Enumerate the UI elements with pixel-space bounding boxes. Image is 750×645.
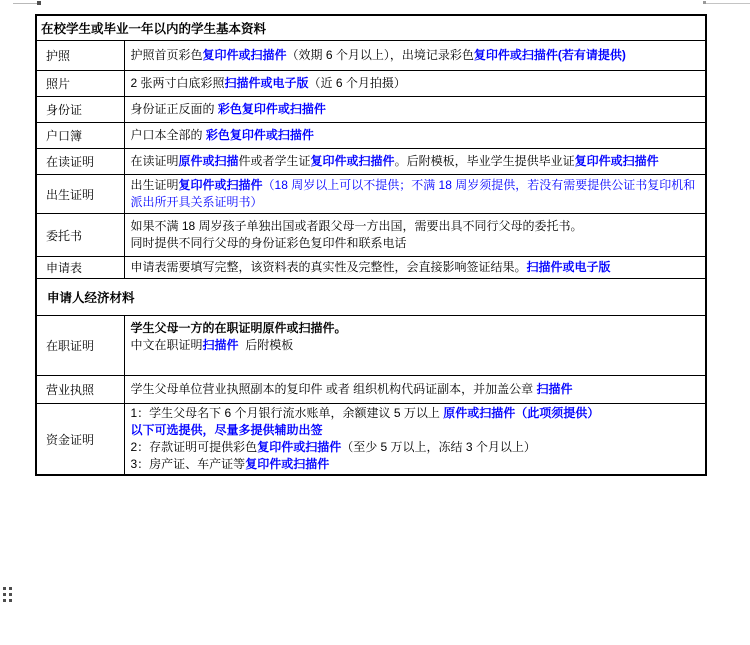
text-segment: 学生父母单位营业执照副本的复印件 或者 组织机构代码证副本，并加盖公章: [130, 382, 537, 396]
text-segment: 出生证明: [130, 178, 179, 192]
table-row-authorization: [36, 214, 706, 257]
table-row-employment-cert: [36, 316, 706, 376]
text-segment: 彩色复印件或扫描件: [205, 128, 314, 142]
text-segment: 复印件或扫描件: [574, 154, 659, 168]
text-segment: 护照首页彩色: [130, 48, 203, 62]
text-segment: 身份证正反面的: [130, 102, 218, 116]
text-segment: 原件或扫描: [178, 154, 239, 168]
text-segment: （18 周岁以上可以不提供；不满 18 周岁须提供，若没有需要提供公证书复印机和: [262, 178, 696, 192]
text-segment: 同时提供不同行父母的身份证彩色复印件和联系电话: [130, 236, 407, 250]
row-label: 申请表: [36, 257, 124, 279]
text-segment: 2 张两寸白底彩照: [130, 76, 225, 90]
content-line: [131, 75, 700, 92]
table-row-id-card: [36, 97, 706, 123]
text-segment: 。后附模板，毕业学生提供毕业证: [394, 154, 575, 168]
text-segment: 中文在职证明: [130, 338, 203, 352]
table-row-hukou: [36, 123, 706, 149]
content-line: [131, 320, 700, 337]
drag-handle-dot: [9, 593, 12, 596]
text-segment: 件或者学生证: [238, 154, 311, 168]
ruler-mark-right: [704, 3, 750, 4]
text-segment: 彩色复印件或扫描件: [217, 102, 326, 116]
content-line: [131, 153, 700, 170]
content-line: [131, 422, 700, 439]
content-line: [131, 259, 700, 276]
section1-header-row: [36, 15, 706, 41]
table-row-birth-cert: [36, 175, 706, 214]
row-label: 身份证: [36, 97, 124, 123]
table-row-application-form: [36, 257, 706, 279]
content-line: [131, 337, 700, 354]
content-line: [131, 405, 700, 422]
row-label: 资金证明: [36, 404, 124, 476]
section2-header-row: [36, 279, 706, 316]
row-label: 护照: [36, 41, 124, 71]
text-segment: 以下可选提供，尽量多提供辅助出签: [130, 423, 323, 437]
text-segment: 在读证明: [130, 154, 179, 168]
drag-handle-dot: [3, 599, 6, 602]
row-content: [124, 71, 706, 97]
row-label: 营业执照: [36, 376, 124, 404]
row-content: [124, 123, 706, 149]
content-line: [131, 177, 700, 194]
content-line: [131, 47, 700, 64]
section2-title: 申请人经济材料: [36, 279, 706, 316]
row-content: [124, 175, 706, 214]
text-segment: 后附模板: [238, 338, 294, 352]
row-label: 在职证明: [36, 316, 124, 376]
text-segment: 扫描件: [202, 338, 239, 352]
content-line: [131, 194, 700, 211]
drag-handle-dot: [3, 593, 6, 596]
content-line: [131, 127, 700, 144]
text-segment: 扫描件或电子版: [526, 260, 611, 274]
text-segment: 学生父母一方的在职证明原件或扫描件。: [130, 321, 347, 335]
row-label: 照片: [36, 71, 124, 97]
row-label: 户口簿: [36, 123, 124, 149]
text-segment: 复印件或扫描件: [178, 178, 263, 192]
section1-title: 在校学生或毕业一年以内的学生基本资料: [36, 15, 706, 41]
content-line: [131, 381, 700, 398]
table-row-enrollment: [36, 149, 706, 175]
drag-handle-icon[interactable]: [3, 587, 12, 602]
text-segment: 原件或扫描件（此项须提供）: [443, 406, 600, 420]
row-content: [124, 214, 706, 257]
text-segment: 1：学生父母名下 6 个月银行流水账单，余额建议 5 万以上: [130, 406, 444, 420]
text-segment: （至少 5 万以上，冻结 3 个月以上）: [341, 440, 536, 454]
row-content: [124, 257, 706, 279]
row-content: [124, 41, 706, 71]
text-segment: 户口本全部的: [130, 128, 206, 142]
text-segment: 复印件或扫描件: [257, 440, 342, 454]
text-segment: （近 6 个月拍摄）: [308, 76, 406, 90]
row-label: 出生证明: [36, 175, 124, 214]
content-line: [131, 218, 700, 235]
table-row-business-license: [36, 376, 706, 404]
table-row-passport: [36, 41, 706, 71]
content-line: [131, 101, 700, 118]
table-row-funds-proof: [36, 404, 706, 476]
row-content: [124, 97, 706, 123]
row-content: [124, 149, 706, 175]
text-segment: 派出所开具关系证明书）: [130, 195, 263, 209]
text-segment: 复印件或扫描件(若有请提供): [473, 48, 626, 62]
ruler-mark-left: [13, 3, 39, 4]
text-segment: 2：存款证明可提供彩色: [130, 440, 258, 454]
content-line: [131, 235, 700, 252]
drag-handle-dot: [9, 587, 12, 590]
drag-handle-dot: [9, 599, 12, 602]
row-content: [124, 316, 706, 376]
text-segment: 申请表需要填写完整，该资料表的真实性及完整性，会直接影响签证结果。: [130, 260, 527, 274]
text-segment: 3：房产证、车产证等: [130, 457, 246, 471]
table-row-photo: [36, 71, 706, 97]
ruler-tick-left-icon: [37, 1, 41, 5]
text-segment: 扫描件或电子版: [224, 76, 309, 90]
student-materials-table: [35, 14, 707, 476]
text-segment: 复印件或扫描件: [310, 154, 395, 168]
row-label: 委托书: [36, 214, 124, 257]
text-segment: 复印件或扫描件: [245, 457, 330, 471]
row-content: [124, 376, 706, 404]
row-content: [124, 404, 706, 476]
row-label: 在读证明: [36, 149, 124, 175]
text-segment: 复印件或扫描件: [202, 48, 287, 62]
text-segment: 扫描件: [536, 382, 573, 396]
ruler-tick-right-icon: [703, 1, 706, 4]
text-segment: （效期 6 个月以上），出境记录彩色: [286, 48, 474, 62]
drag-handle-dot: [3, 587, 6, 590]
text-segment: 如果不满 18 周岁孩子单独出国或者跟父母一方出国，需要出具不同行父母的委托书。: [130, 219, 583, 233]
content-line: [131, 456, 700, 473]
content-line: [131, 439, 700, 456]
